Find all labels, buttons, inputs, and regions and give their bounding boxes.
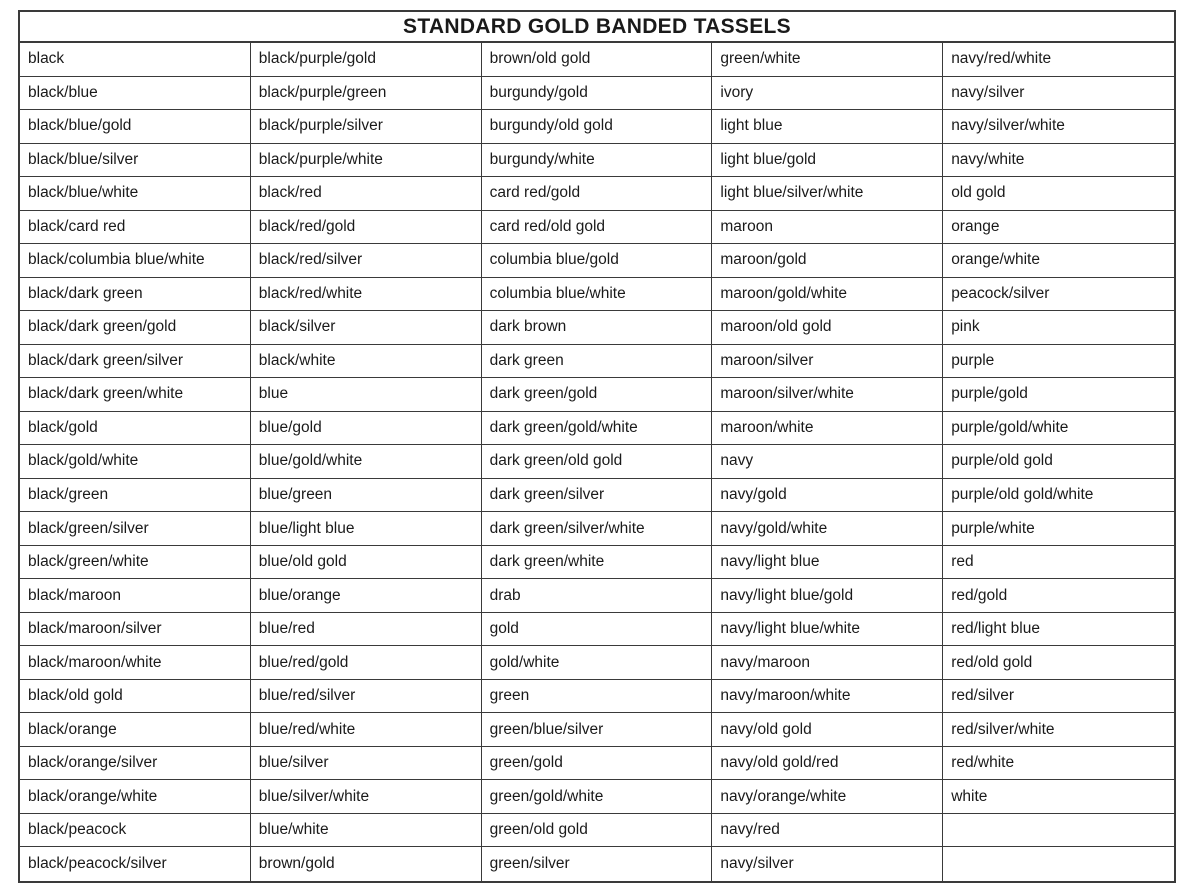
table-cell: burgundy/old gold bbox=[482, 110, 713, 144]
table-cell: maroon/old gold bbox=[712, 311, 943, 345]
table-title: STANDARD GOLD BANDED TASSELS bbox=[20, 12, 1174, 43]
table-cell: old gold bbox=[943, 177, 1174, 211]
table-cell: black/purple/green bbox=[251, 77, 482, 111]
table-cell: blue/silver bbox=[251, 747, 482, 781]
table-cell: black/red bbox=[251, 177, 482, 211]
table-cell: dark green/gold/white bbox=[482, 412, 713, 446]
table-cell: dark green/old gold bbox=[482, 445, 713, 479]
table-cell: columbia blue/white bbox=[482, 278, 713, 312]
table-cell: green/gold/white bbox=[482, 780, 713, 814]
table-cell: light blue/silver/white bbox=[712, 177, 943, 211]
table-cell: green bbox=[482, 680, 713, 714]
table-cell: navy/white bbox=[943, 144, 1174, 178]
table-cell: dark green/silver bbox=[482, 479, 713, 513]
table-cell: green/old gold bbox=[482, 814, 713, 848]
table-cell: navy/silver bbox=[943, 77, 1174, 111]
table-cell: black/green bbox=[20, 479, 251, 513]
table-cell: blue/gold bbox=[251, 412, 482, 446]
table-cell: white bbox=[943, 780, 1174, 814]
table-cell: black/red/white bbox=[251, 278, 482, 312]
table-cell: gold bbox=[482, 613, 713, 647]
table-cell: maroon/gold bbox=[712, 244, 943, 278]
table-cell: black/maroon/white bbox=[20, 646, 251, 680]
table-cell: black/dark green/gold bbox=[20, 311, 251, 345]
table-cell: purple/gold/white bbox=[943, 412, 1174, 446]
table-cell: card red/gold bbox=[482, 177, 713, 211]
table-cell: blue/red bbox=[251, 613, 482, 647]
table-cell: navy/maroon/white bbox=[712, 680, 943, 714]
table-cell: black/green/white bbox=[20, 546, 251, 580]
table-cell: black/purple/white bbox=[251, 144, 482, 178]
table-cell: purple/old gold bbox=[943, 445, 1174, 479]
table-cell: black/orange/white bbox=[20, 780, 251, 814]
table-cell: black/green/silver bbox=[20, 512, 251, 546]
table-cell: green/blue/silver bbox=[482, 713, 713, 747]
table-cell: navy/gold bbox=[712, 479, 943, 513]
table-cell bbox=[943, 847, 1174, 881]
table-cell: navy bbox=[712, 445, 943, 479]
table-cell: black/gold/white bbox=[20, 445, 251, 479]
table-cell: purple/old gold/white bbox=[943, 479, 1174, 513]
table-cell: navy/maroon bbox=[712, 646, 943, 680]
table-cell: blue/red/white bbox=[251, 713, 482, 747]
table-cell: red/silver/white bbox=[943, 713, 1174, 747]
table-cell: black/purple/gold bbox=[251, 43, 482, 77]
table-cell: purple/white bbox=[943, 512, 1174, 546]
table-cell: black/peacock/silver bbox=[20, 847, 251, 881]
table-cell: dark brown bbox=[482, 311, 713, 345]
table-cell: drab bbox=[482, 579, 713, 613]
table-cell: black/maroon/silver bbox=[20, 613, 251, 647]
table-cell: purple/gold bbox=[943, 378, 1174, 412]
table-cell: black/card red bbox=[20, 211, 251, 245]
table-cell: black/dark green/silver bbox=[20, 345, 251, 379]
table-cell: black/orange/silver bbox=[20, 747, 251, 781]
table-cell: black/peacock bbox=[20, 814, 251, 848]
table-cell: green/silver bbox=[482, 847, 713, 881]
table-cell: red bbox=[943, 546, 1174, 580]
table-cell: maroon/white bbox=[712, 412, 943, 446]
table-cell: columbia blue/gold bbox=[482, 244, 713, 278]
table-cell: dark green/white bbox=[482, 546, 713, 580]
table-cell: orange/white bbox=[943, 244, 1174, 278]
table-cell: red/silver bbox=[943, 680, 1174, 714]
table-cell: blue/old gold bbox=[251, 546, 482, 580]
table-cell: dark green/silver/white bbox=[482, 512, 713, 546]
table-cell: burgundy/gold bbox=[482, 77, 713, 111]
table-cell: navy/red bbox=[712, 814, 943, 848]
table-cell: blue/white bbox=[251, 814, 482, 848]
table-cell: black/orange bbox=[20, 713, 251, 747]
table-cell: burgundy/white bbox=[482, 144, 713, 178]
table-cell: navy/old gold/red bbox=[712, 747, 943, 781]
table-cell: blue/orange bbox=[251, 579, 482, 613]
table-cell: black/silver bbox=[251, 311, 482, 345]
table-cell: blue/light blue bbox=[251, 512, 482, 546]
table-cell: navy/gold/white bbox=[712, 512, 943, 546]
table-cell: green/gold bbox=[482, 747, 713, 781]
table-cell: black/dark green/white bbox=[20, 378, 251, 412]
table-cell: navy/light blue bbox=[712, 546, 943, 580]
table-cell: peacock/silver bbox=[943, 278, 1174, 312]
table-cell: navy/red/white bbox=[943, 43, 1174, 77]
table-cell: red/white bbox=[943, 747, 1174, 781]
table-cell: black bbox=[20, 43, 251, 77]
table-cell: blue/gold/white bbox=[251, 445, 482, 479]
table-cell: maroon/silver bbox=[712, 345, 943, 379]
table-cell: black/blue/gold bbox=[20, 110, 251, 144]
table-cell: maroon/silver/white bbox=[712, 378, 943, 412]
table-cell: black/gold bbox=[20, 412, 251, 446]
tassel-color-table bbox=[18, 10, 1176, 883]
table-cell: navy/light blue/gold bbox=[712, 579, 943, 613]
table-cell: orange bbox=[943, 211, 1174, 245]
table-cell: navy/old gold bbox=[712, 713, 943, 747]
table-cell: black/blue/white bbox=[20, 177, 251, 211]
table-cell: dark green/gold bbox=[482, 378, 713, 412]
table-cell: ivory bbox=[712, 77, 943, 111]
table-cell: maroon bbox=[712, 211, 943, 245]
table-cell: black/old gold bbox=[20, 680, 251, 714]
table-cell: red/gold bbox=[943, 579, 1174, 613]
table-cell: blue/silver/white bbox=[251, 780, 482, 814]
table-cell: purple bbox=[943, 345, 1174, 379]
table-cell: navy/light blue/white bbox=[712, 613, 943, 647]
table-cell: blue/red/silver bbox=[251, 680, 482, 714]
table-cell: card red/old gold bbox=[482, 211, 713, 245]
table-cell: black/blue/silver bbox=[20, 144, 251, 178]
table-cell bbox=[943, 814, 1174, 848]
table-cell: navy/silver bbox=[712, 847, 943, 881]
table-cell: gold/white bbox=[482, 646, 713, 680]
table-cell: blue bbox=[251, 378, 482, 412]
table-cell: red/light blue bbox=[943, 613, 1174, 647]
table-cell: black/dark green bbox=[20, 278, 251, 312]
table-cell: blue/red/gold bbox=[251, 646, 482, 680]
color-grid bbox=[20, 43, 1174, 881]
table-cell: black/maroon bbox=[20, 579, 251, 613]
table-cell: blue/green bbox=[251, 479, 482, 513]
table-cell: black/blue bbox=[20, 77, 251, 111]
table-cell: black/white bbox=[251, 345, 482, 379]
table-cell: black/red/silver bbox=[251, 244, 482, 278]
table-cell: black/red/gold bbox=[251, 211, 482, 245]
table-cell: light blue/gold bbox=[712, 144, 943, 178]
table-cell: red/old gold bbox=[943, 646, 1174, 680]
table-cell: dark green bbox=[482, 345, 713, 379]
table-cell: light blue bbox=[712, 110, 943, 144]
table-cell: brown/gold bbox=[251, 847, 482, 881]
table-cell: green/white bbox=[712, 43, 943, 77]
table-cell: maroon/gold/white bbox=[712, 278, 943, 312]
table-cell: black/columbia blue/white bbox=[20, 244, 251, 278]
table-cell: black/purple/silver bbox=[251, 110, 482, 144]
table-cell: brown/old gold bbox=[482, 43, 713, 77]
table-cell: pink bbox=[943, 311, 1174, 345]
table-cell: navy/silver/white bbox=[943, 110, 1174, 144]
table-cell: navy/orange/white bbox=[712, 780, 943, 814]
